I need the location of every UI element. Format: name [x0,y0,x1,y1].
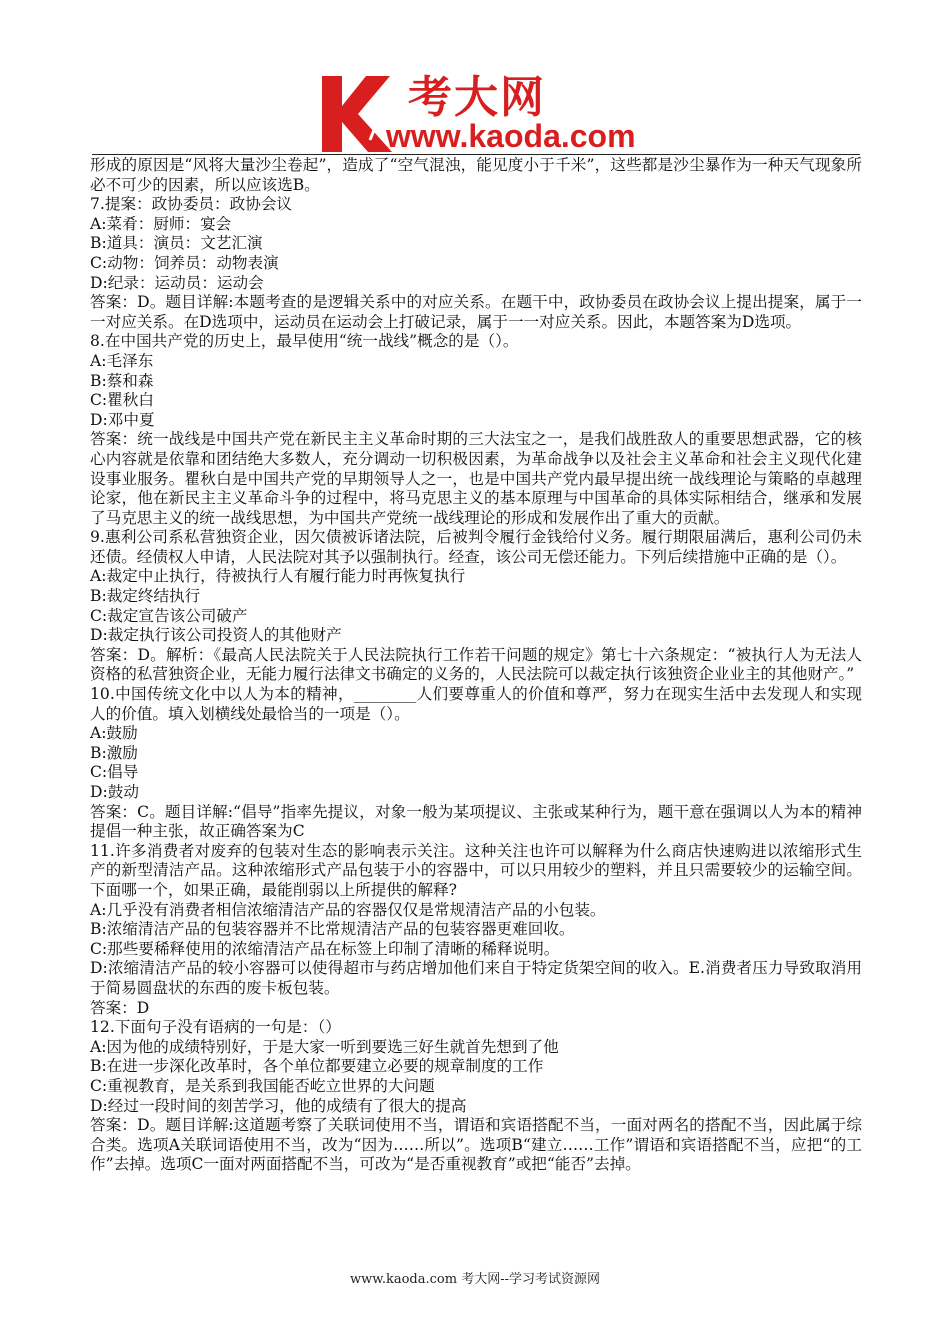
logo-url: www.kaoda.com [386,118,636,154]
option-b: B:裁定终结执行 [90,587,201,606]
option-d: D:邓中夏 [90,410,155,429]
question-9: 9.惠利公司系私营独资企业，因欠债被诉诸法院，后被判令履行金钱给付义务。履行期限届满后，惠利公司仍未还债。经债权人申请，人民法院对其予以强制执行。经查，该公司无偿还能力。下列后续措施中正确的是（）。 [90,528,862,566]
option-a: A:菜肴：厨师：宴会 [90,214,232,233]
page-footer[interactable]: www.kaoda.com 考大网--学习考试资源网 [350,1272,600,1287]
answer: 答案：D。题目详解:本题考查的是逻辑关系中的对应关系。在题干中，政协委员在政协会议上提出提案，属于一一对应关系。在D选项中，运动员在运动会上打破记录，属于一一对应关系。因此，本题答案为D选项。 [90,293,862,331]
option-b: B:在进一步深化改革时，各个单位都要建立必要的规章制度的工作 [90,1057,544,1076]
answer: 答案：D。解析：《最高人民法院关于人民法院执行工作若干问题的规定》第七十六条规定：“被执行人为无法人资格的私营独资企业，无能力履行法律文书确定的义务的，人民法院可以裁定执行该独资企业业主的其他财产。” [90,645,862,684]
option-d: D:经过一段时间的刻苦学习，他的成绩有了很大的提高 [90,1096,467,1115]
option-a: A:几乎没有消费者相信浓缩清洁产品的容器仅仅是常规清洁产品的小包装。 [90,900,606,919]
question-10: 10.中国传统文化中以人为本的精神，________人们要尊重人的价值和尊严，努力在现实生活中去发现人和实现人的价值。填入划横线处最恰当的一项是（）。 [90,685,862,723]
answer: 答案：C。题目详解:“倡导”指率先提议，对象一般为某项提议、主张或某种行为，题干意在强调以人为本的精神提倡一种主张，故正确答案为C [90,802,862,841]
header-divider [92,154,860,155]
option-c: C:裁定宣告该公司破产 [90,606,248,625]
question-7: 7.提案：政协委员：政协会议 [90,195,293,214]
option-d: D:纪录：运动员：运动会 [90,273,264,292]
answer: 答案：统一战线是中国共产党在新民主主义革命时期的三大法宝之一，是我们战胜敌人的重要思想武器，它的核心内容就是依靠和团结绝大多数人，充分调动一切积极因素，为革命战争以及社会主义革命和社会主义现代化建设事业服务。瞿秋白是中国共产党的早期领导人之一，也是中国共产党内最早提出统一战线理论与策略的卓越理论家，他在新民主主义革命斗争的过程中，将马克思主义的基本原理与中国革命的具体实际相结合，继承和发展了马克思主义的统一战线思想，为中国共产党统一战线理论的形成和发展作出了重大的贡献。 [90,430,862,527]
option-a: A:毛泽东 [90,351,154,370]
question-12: 12.下面句子没有语病的一句是：（） [90,1018,341,1037]
option-c: C:动物：饲养员：动物表演 [90,253,279,272]
question-11: 11.许多消费者对废弃的包装对生态的影响表示关注。这种关注也许可以解释为什么商店快速购进以浓缩形式生产的新型清洁产品。这种浓缩形式产品包装于小的容器中，可以只用较少的塑料，并且只需要较少的运输空间。下面哪一个，如果正确，最能削弱以上所提供的解释? [90,841,862,899]
site-logo[interactable] [316,70,636,160]
option-d: D:裁定执行该公司投资人的其他财产 [90,626,342,645]
logo-title: 考大网 [408,72,546,123]
answer: 答案：D。题目详解:这道题考察了关联词使用不当，谓语和宾语搭配不当，一面对两名的搭配不当，因此属于综合类。选项A关联词语使用不当，改为“因为……所以”。选项B“建立……工作”谓语和宾语搭配不当，应把“的工作”去掉。选项C一面对两面搭配不当，可改为“是否重视教育”或把“能否”去掉。 [90,1116,862,1174]
question-8: 8.在中国共产党的历史上，最早使用“统一战线”概念的是（）。 [90,332,519,351]
option-b: B:激励 [90,743,138,762]
option-c: C:倡导 [90,763,139,782]
document-body [90,156,862,1175]
option-a: A:鼓励 [90,724,138,743]
paragraph: 形成的原因是“风将大量沙尘卷起”，造成了“空气混浊，能见度小于千米”，这些都是沙尘暴作为一种天气现象所必不可少的因素，所以应该选B。 [90,156,862,194]
option-b: B:浓缩清洁产品的包装容器并不比常规清洁产品的包装容器更难回收。 [90,920,575,939]
answer: 答案：D [90,998,150,1017]
option-d: D:浓缩清洁产品的较小容器可以使得超市与药店增加他们来自于特定货架空间的收入。E.消费者压力导致取消用于简易圆盘状的东西的废卡板包装。 [90,959,862,997]
option-c: C:重视教育，是关系到我国能否屹立世界的大问题 [90,1076,435,1095]
option-c: C:瞿秋白 [90,391,154,410]
option-a: A:因为他的成绩特别好，于是大家一听到要选三好生就首先想到了他 [90,1037,559,1056]
option-a: A:裁定中止执行，待被执行人有履行能力时再恢复执行 [90,567,466,586]
option-c: C:那些要稀释使用的浓缩清洁产品在标签上印制了清晰的稀释说明。 [90,939,560,958]
option-d: D:鼓动 [90,783,139,801]
option-b: B:道具：演员：文艺汇演 [90,234,263,253]
option-b: B:蔡和森 [90,371,154,390]
